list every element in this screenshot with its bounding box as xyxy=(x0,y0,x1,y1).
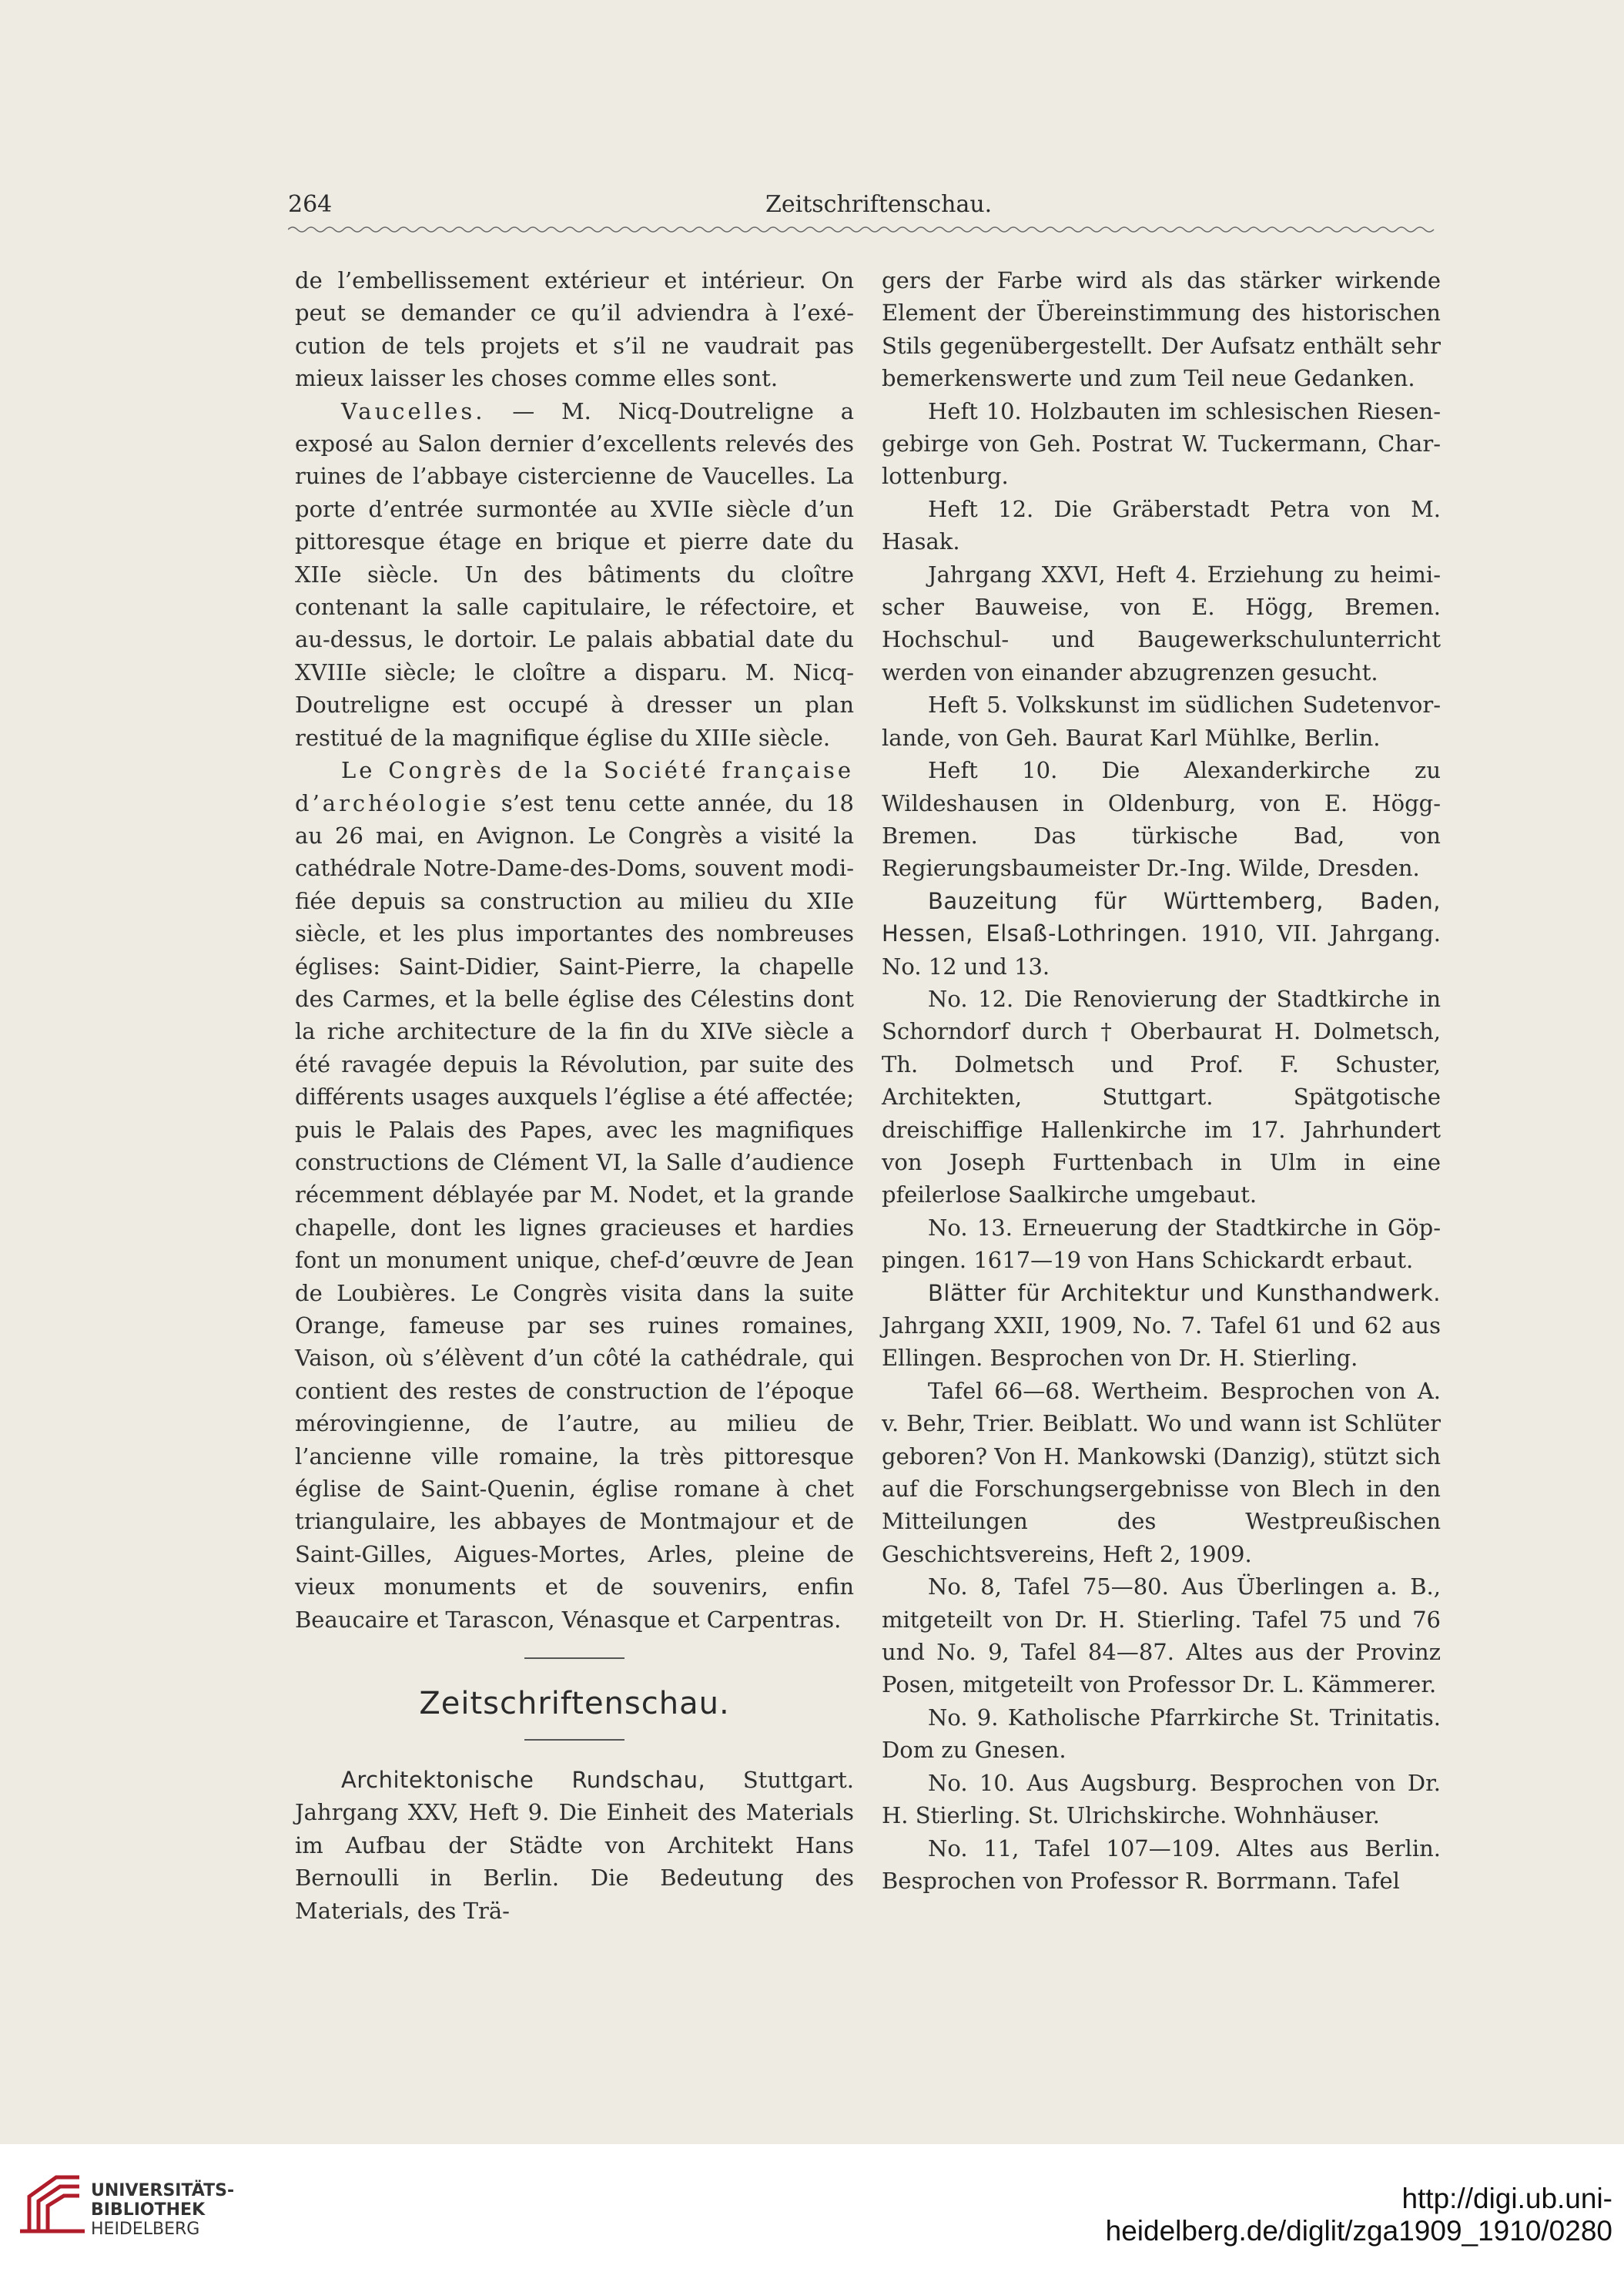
paragraph: No. 13. Erneuerung der Stadtkirche in Göppingen. 1617—19 von Hans Schickardt erbaut. xyxy=(882,1214,1441,1274)
paragraph: Jahrgang XXVI, Heft 4. Erziehung zu heimischer Bauweise, von E. Högg, Bremen. Hochschul- und Baugewerkschulunterricht werden von einander abzugrenzen gesucht. xyxy=(882,561,1441,685)
library-logo-icon xyxy=(14,2166,91,2243)
paragraph xyxy=(295,395,854,754)
paragraph: No. 10. Aus Augsburg. Besprochen von Dr. H. Stierling. St. Ulrichskirche. Wohnhäuser. xyxy=(882,1769,1441,1829)
paragraph: No. 9. Katholische Pfarrkirche St. Trinitatis. Dom zu Gnesen. xyxy=(882,1704,1441,1764)
spaced-lead: Vaucelles. xyxy=(341,397,486,424)
library-name-line: UNIVERSITÄTS- xyxy=(91,2181,235,2200)
library-name xyxy=(91,2181,234,2239)
paragraph: Heft 12. Die Gräberstadt Petra von M. Hasak. xyxy=(882,495,1441,555)
running-header xyxy=(288,191,1437,230)
paragraph xyxy=(882,1277,1441,1375)
paragraph-text: Jahrgang XXII, 1909, No. 7. Tafel 61 und 62 aus Ellingen. Besprochen von Dr. H. Stierling. xyxy=(882,1312,1441,1372)
paragraph: gers der Farbe wird als das stärker wirkende Element der Übereinstimmung des historischen Stils gegenübergestellt. Der Aufsatz enthält sehr bemerkenswerte und zum Teil neue Gedanken. xyxy=(882,267,1441,392)
page-number: 264 xyxy=(288,191,333,218)
section-divider xyxy=(524,1739,624,1741)
paragraph-text: s’est tenu cette année, du 18 au 26 mai, en Avignon. Le Congrès a visité la cathédrale Notre-Dame-des-Doms, souvent modifiée depuis sa construction au milieu du XIIe siècle, et les plus importantes des nombreuses églises: Saint-Didier, Saint-Pierre, la chapelle des Carmes, et la belle église des Célestins dont la riche architecture de la fin du XIVe siècle a été ravagée depuis la Révolution, par suite des différents usages auxquels l’église a été affectée; puis le Palais des Papes, avec les magnifiques constructions de Clément VI, la Salle d’audience récemment déblayée par M. Nodet, et la grande chapelle, dont les lignes gracieuses et hardies font un monument unique, chef-d’œuvre de Jean de Loubières. Le Congrès visita dans la suite Orange, fameuse par ses ruines romaines, Vaison, où s’élèvent d’un côté la cathédrale, qui contient des restes de construction de l’époque mérovingienne, de l’autre, au milieu de l’ancienne ville romaine, la très pittoresque église de Saint-Quenin, église romane à chet triangulaire, les abbayes de Montmajour et de Saint-Gilles, Aigues-Mortes, Arles, pleine de vieux monuments et de souvenirs, enfin Beaucaire et Tarascon, Vénasque et Carpentras. xyxy=(295,789,854,1633)
section-title: Zeitschriftenschau. xyxy=(419,1686,730,1722)
journal-title: Bauzeitung für Württemberg, Baden, Hessen, Elsaß-Lothringen. xyxy=(882,887,1441,947)
paragraph-text: Stuttgart. Jahrgang XXV, Heft 9. Die Einheit des Materials im Aufbau der Städte von Architekt Hans Bernoulli in Berlin. Die Bedeutung des Materials, des Trä- xyxy=(295,1767,854,1924)
library-name-line: HEIDELBERG xyxy=(91,2220,200,2239)
library-name-line: BIBLIOTHEK xyxy=(91,2200,206,2220)
paragraph: Tafel 66—68. Wertheim. Besprochen von A. v. Behr, Trier. Beiblatt. Wo und wann ist Schlüter geboren? Von H. Mankowski (Danzig), stützt sich auf die Forschungsergebnisse von Blech in den Mitteilungen des Westpreußischen Geschichtsvereins, Heft 2, 1909. xyxy=(882,1377,1441,1567)
permalink-url[interactable]: http://digi.ub.uni-heidelberg.de/diglit/zga1909_1910/0280 xyxy=(1105,2183,1612,2247)
paragraph: Heft 10. Holzbauten im schlesischen Riesengebirge von Geh. Postrat W. Tuckermann, Charlottenburg. xyxy=(882,397,1441,490)
paragraph-text: 1910, VII. Jahrgang. No. 12 und 13. xyxy=(882,920,1441,980)
journal-title: Architektonische Rundschau, xyxy=(341,1767,706,1794)
paragraph xyxy=(295,1764,854,1927)
paragraph: No. 12. Die Renovierung der Stadtkirche in Schorndorf durch † Oberbaurat H. Dolmetsch, Th. Dolmetsch und Prof. F. Schuster, Architekten, Stuttgart. Spätgotische dreischiffige Hallenkirche im 17. Jahrhundert von Joseph Furttenbach in Ulm in eine pfeilerlose Saalkirche umgebaut. xyxy=(882,985,1441,1208)
section-divider xyxy=(524,1657,624,1659)
header-ornament-rule xyxy=(288,225,1437,234)
right-column xyxy=(882,264,1441,1897)
paragraph: No. 8, Tafel 75—80. Aus Überlingen a. B., mitgeteilt von Dr. H. Stierling. Tafel 75 und 76 und No. 9, Tafel 84—87. Altes aus der Provinz Posen, mitgeteilt von Professor Dr. L. Kämmerer. xyxy=(882,1573,1441,1698)
paragraph xyxy=(295,754,854,1636)
paragraph: Heft 10. Die Alexanderkirche zu Wildeshausen in Oldenburg, von E. Högg-Bremen. Das türkische Bad, von Regierungsbaumeister Dr.-Ing. Wilde, Dresden. xyxy=(882,757,1441,882)
paragraph: de l’embellissement extérieur et intérieur. On peut se demander ce qu’il adviendra à l’exécution de tels projets et s’il ne vaudrait pas mieux laisser les choses comme elles sont. xyxy=(295,267,854,392)
spaced-lead: Le Congrès de la Société française d’archéologie xyxy=(295,757,854,816)
paragraph: No. 11, Tafel 107—109. Altes aus Berlin. Besprochen von Professor R. Borrmann. Tafel xyxy=(882,1835,1441,1894)
paragraph: Heft 5. Volkskunst im südlichen Sudetenvorlande, von Geh. Baurat Karl Mühlke, Berlin. xyxy=(882,692,1441,751)
running-title: Zeitschriftenschau. xyxy=(765,191,993,218)
paragraph xyxy=(882,885,1441,983)
left-column xyxy=(295,264,854,1927)
journal-title: Blätter für Architektur und Kunsthandwerk. xyxy=(928,1279,1441,1306)
paragraph-text: — M. Nicq-Doutreligne a exposé au Salon dernier d’excellents relevés des ruines de l’abbaye cistercienne de Vaucelles. La porte d’entrée surmontée au XVIIe siècle d’un pittoresque étage en brique et pierre date du XIIe siècle. Un des bâtiments du cloître contenant la salle capitulaire, le réfectoire, et au-dessus, le dortoir. Le palais abbatial date du XVIIIe siècle; le cloître a disparu. M. Nicq-Doutreligne est occupé à dresser un plan restitué de la magnifique église du XIIIe siècle. xyxy=(295,397,854,751)
